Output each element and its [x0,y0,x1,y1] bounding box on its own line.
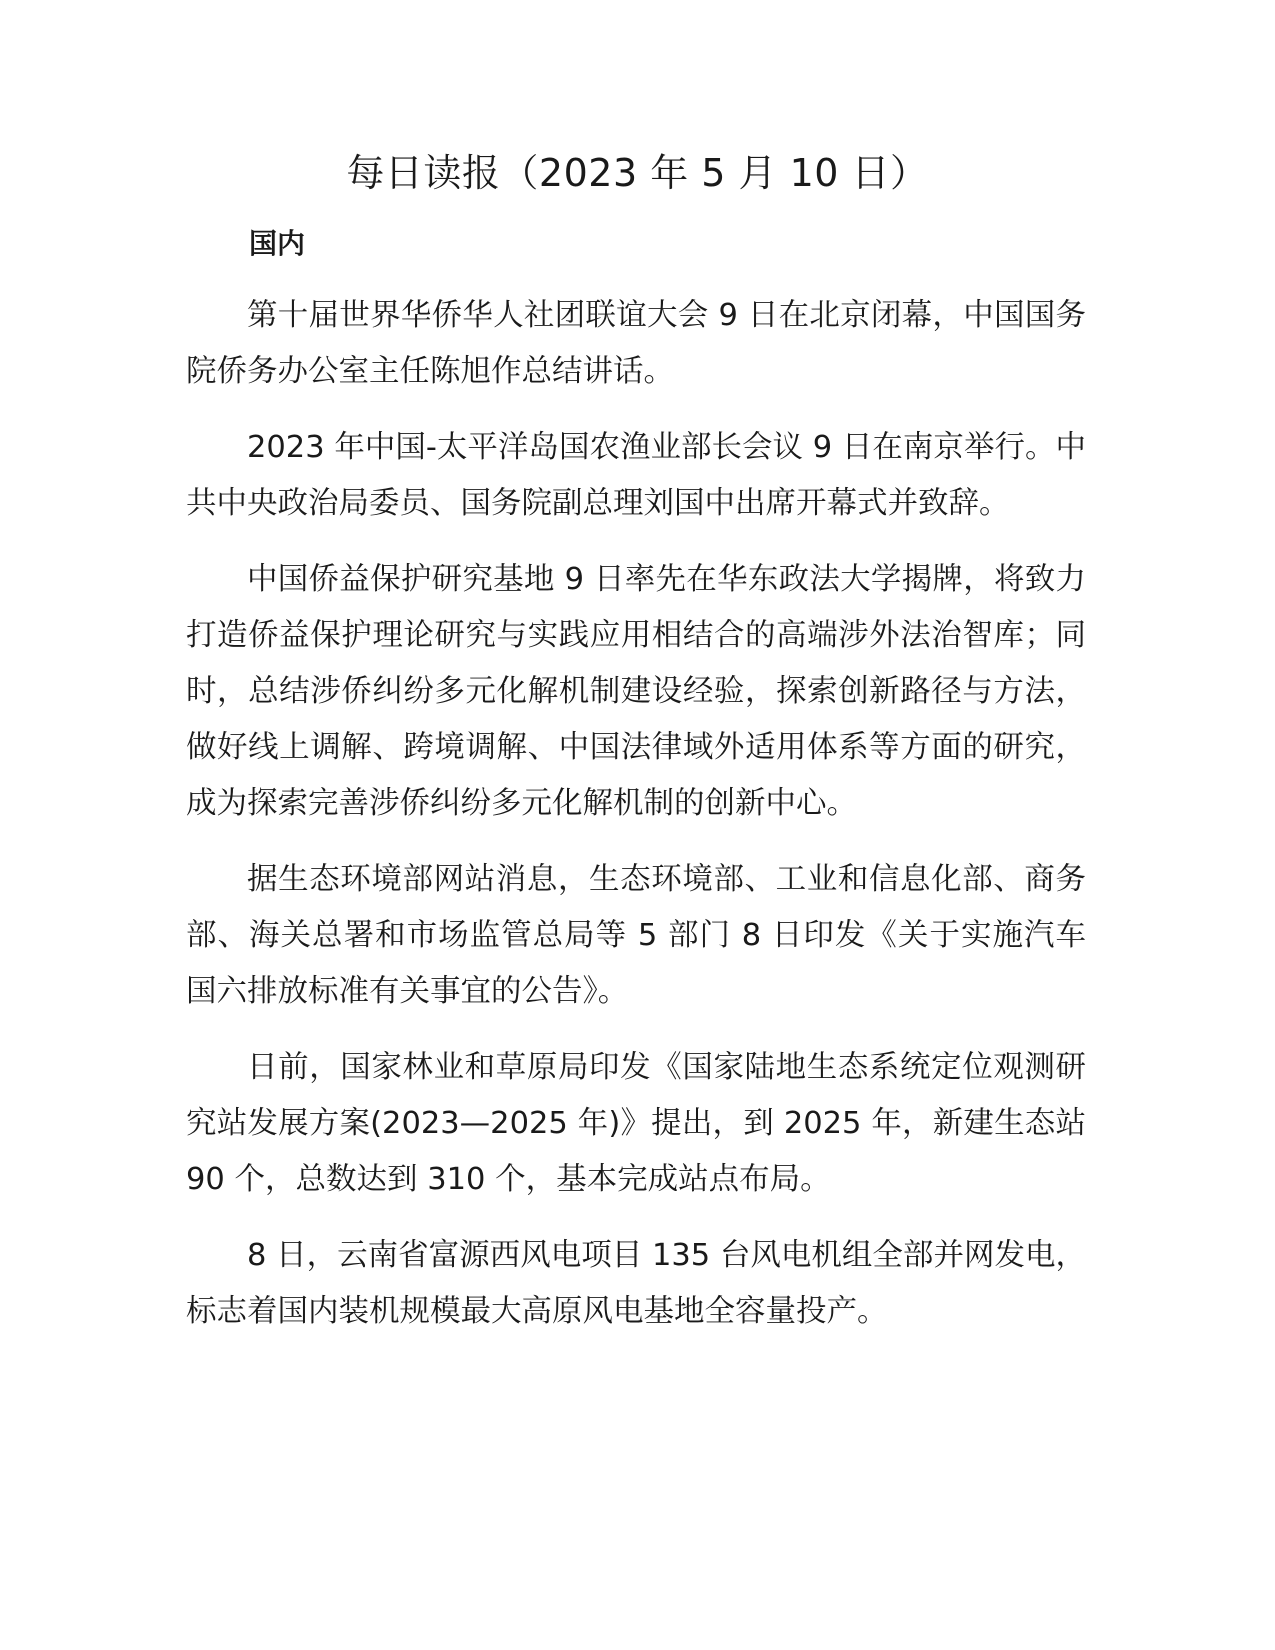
news-paragraph: 2023 年中国-太平洋岛国农渔业部长会议 9 日在南京举行。中共中央政治局委员、国务院副总理刘国中出席开幕式并致辞。 [186,430,1086,521]
news-paragraph: 日前，国家林业和草原局印发《国家陆地生态系统定位观测研究站发展方案(2023—2025 年)》提出，到 2025 年，新建生态站 90 个，总数达到 310 个，基本完成站点布局。 [186,1050,1086,1197]
news-paragraph: 中国侨益保护研究基地 9 日率先在华东政法大学揭牌，将致力打造侨益保护理论研究与实践应用相结合的高端涉外法治智库；同时，总结涉侨纠纷多元化解机制建设经验，探索创新路径与方法，做好线上调解、跨境调解、中国法律域外适用体系等方面的研究，成为探索完善涉侨纠纷多元化解机制的创新中心。 [186,562,1086,821]
news-paragraph: 据生态环境部网站消息，生态环境部、工业和信息化部、商务部、海关总署和市场监管总局等 5 部门 8 日印发《关于实施汽车国六排放标准有关事宜的公告》。 [186,862,1086,1009]
news-paragraph: 第十届世界华侨华人社团联谊大会 9 日在北京闭幕，中国国务院侨务办公室主任陈旭作总结讲话。 [186,298,1086,389]
document-body [186,288,1086,1360]
section-heading-domestic: 国内 [249,227,306,260]
news-paragraph: 8 日，云南省富源西风电项目 135 台风电机组全部并网发电，标志着国内装机规模最大高原风电基地全容量投产。 [186,1238,1086,1329]
document-title: 每日读报（2023 年 5 月 10 日） [346,151,929,195]
